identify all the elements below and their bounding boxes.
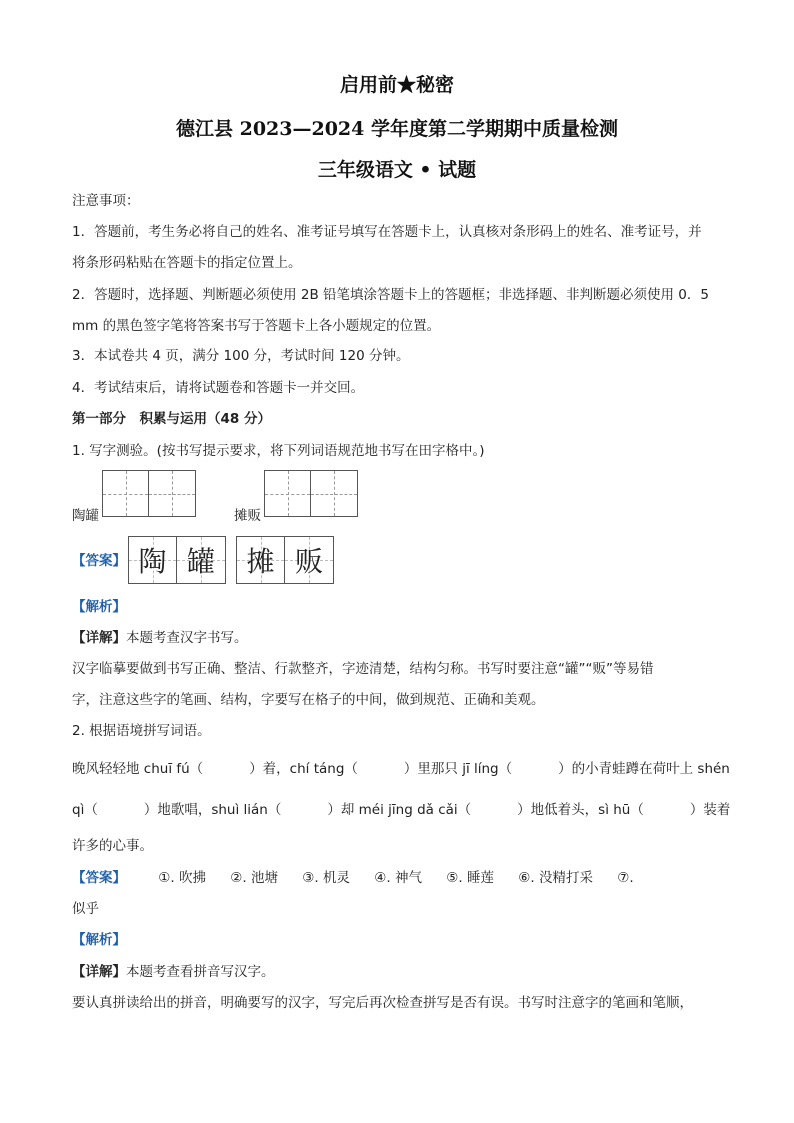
grid-cell [102, 470, 149, 517]
q2-answer-row [72, 868, 634, 888]
q2-detail-text: 本题考查看拼音写汉字。 [126, 964, 275, 980]
answer-text: 吹拂 [179, 870, 206, 886]
answer-text: 没精打采 [539, 870, 593, 886]
q2-seg: ）着，chí táng（ [249, 761, 358, 777]
answer-number: ⑥. [518, 870, 535, 886]
notice-line-1a: 1．答题前，考生务必将自己的姓名、准考证号填写在答题卡上，认真核对条形码上的姓名、准考证号，并 [72, 224, 702, 240]
notice-heading: 注意事项： [72, 193, 140, 209]
q2-answer-4 [374, 868, 422, 888]
answer-cell [285, 536, 334, 584]
answer-text: 神气 [395, 870, 422, 886]
answer-text: 机灵 [323, 870, 350, 886]
answer-number: ①. [158, 870, 175, 886]
q2-answer-2 [230, 868, 278, 888]
part1-title: 第一部分 积累与运用（48 分） [72, 411, 271, 427]
notice-line-4: 4．考试结束后，请将试题卷和答题卡一并交回。 [72, 380, 365, 396]
answer-number: ③. [302, 870, 319, 886]
answer-char: 陶 [138, 545, 167, 578]
answer-cell [236, 536, 285, 584]
q2-seg: ）装着 [689, 802, 731, 818]
answer-text: 池塘 [251, 870, 278, 886]
answer-number: ⑤. [446, 870, 463, 886]
q1-grid-1 [102, 470, 196, 517]
answer-text: 睡莲 [467, 870, 494, 886]
answer-cell [128, 536, 177, 584]
answer-number: ②. [230, 870, 247, 886]
notice-line-2a: 2．答题时，选择题、判断题必须使用 2B 铅笔填涂答题卡上的答题框；非选择题、非判断题必须使用 0．5 [72, 287, 709, 303]
q2-detail [72, 962, 275, 982]
q1-answer-grid-1 [128, 536, 226, 584]
answer-char: 贩 [294, 545, 323, 578]
q2-answer-7-number: ⑦. [617, 870, 634, 886]
q2-explain: 要认真拼读给出的拼音，明确要写的汉字，写完后再次检查拼写是否有误。书写时注意字的笔画和笔顺， [72, 995, 693, 1011]
q1-prompt: 1. 写字测验。(按书写提示要求，将下列词语规范地书写在田字格中。) [72, 443, 485, 459]
exam-title: 德江县 2023—2024 学年度第二学期期中质量检测 [176, 118, 618, 140]
q1-grid-2 [264, 470, 358, 517]
q2-seg: 晚风轻轻地 chuī fú（ [72, 761, 204, 777]
q2-answer-7: 似乎 [72, 901, 99, 917]
q1-analysis-label: 【解析】 [72, 599, 126, 615]
q1-answer-label: 【答案】 [72, 553, 126, 569]
q2-text-line-a [72, 759, 730, 779]
q2-answer-3 [302, 868, 350, 888]
q1-explain-b: 字，注意这些字的笔画、结构，字要写在格子的中间，做到规范、正确和美观。 [72, 692, 545, 708]
q1-detail-text: 本题考查汉字书写。 [126, 630, 248, 646]
grid-cell [149, 470, 196, 517]
notice-line-1b: 将条形码粘贴在答题卡的指定位置上。 [72, 255, 302, 271]
q1-word1: 陶罐 [72, 508, 99, 524]
grid-cell [264, 470, 311, 517]
q2-answer-6 [518, 868, 593, 888]
q2-answer-1 [158, 868, 206, 888]
confidential-mark: 启用前★秘密 [339, 74, 454, 96]
q2-seg: ）地低着头，sì hū（ [517, 802, 644, 818]
q2-analysis-label: 【解析】 [72, 932, 126, 948]
grid-cell [311, 470, 358, 517]
answer-number: ④. [374, 870, 391, 886]
q2-prompt: 2. 根据语境拼写词语。 [72, 723, 211, 739]
answer-cell [177, 536, 226, 584]
q1-word2: 摊贩 [234, 508, 261, 524]
q1-explain-a: 汉字临摹要做到书写正确、整洁、行款整齐，字迹清楚，结构匀称。书写时要注意“罐”“贩”等易错 [72, 661, 654, 677]
q2-seg: qì（ [72, 802, 98, 818]
notice-line-2b: mm 的黑色签字笔将答案书写于答题卡上各小题规定的位置。 [72, 318, 441, 334]
q1-detail-label: 【详解】 [72, 630, 126, 646]
q2-seg: ）却 méi jīng dǎ cǎi（ [327, 802, 472, 818]
notice-line-3: 3．本试卷共 4 页，满分 100 分，考试时间 120 分钟。 [72, 348, 410, 364]
q2-seg: ）地歌唱，shuì lián（ [143, 802, 282, 818]
answer-char: 摊 [246, 545, 275, 578]
q2-detail-label: 【详解】 [72, 964, 126, 980]
q2-seg: ）里那只 jī líng（ [403, 761, 513, 777]
q2-seg: ）的小青蛙蹲在荷叶上 shén [558, 761, 730, 777]
q1-detail [72, 628, 248, 648]
q1-answer-grid-2 [236, 536, 334, 584]
q2-answer-5 [446, 868, 494, 888]
q2-text-line-b [72, 800, 730, 820]
q2-answer-label: 【答案】 [72, 870, 126, 886]
answer-char: 罐 [186, 545, 215, 578]
subject-title: 三年级语文 • 试题 [317, 159, 477, 181]
q2-text-line-c: 许多的心事。 [72, 838, 153, 854]
